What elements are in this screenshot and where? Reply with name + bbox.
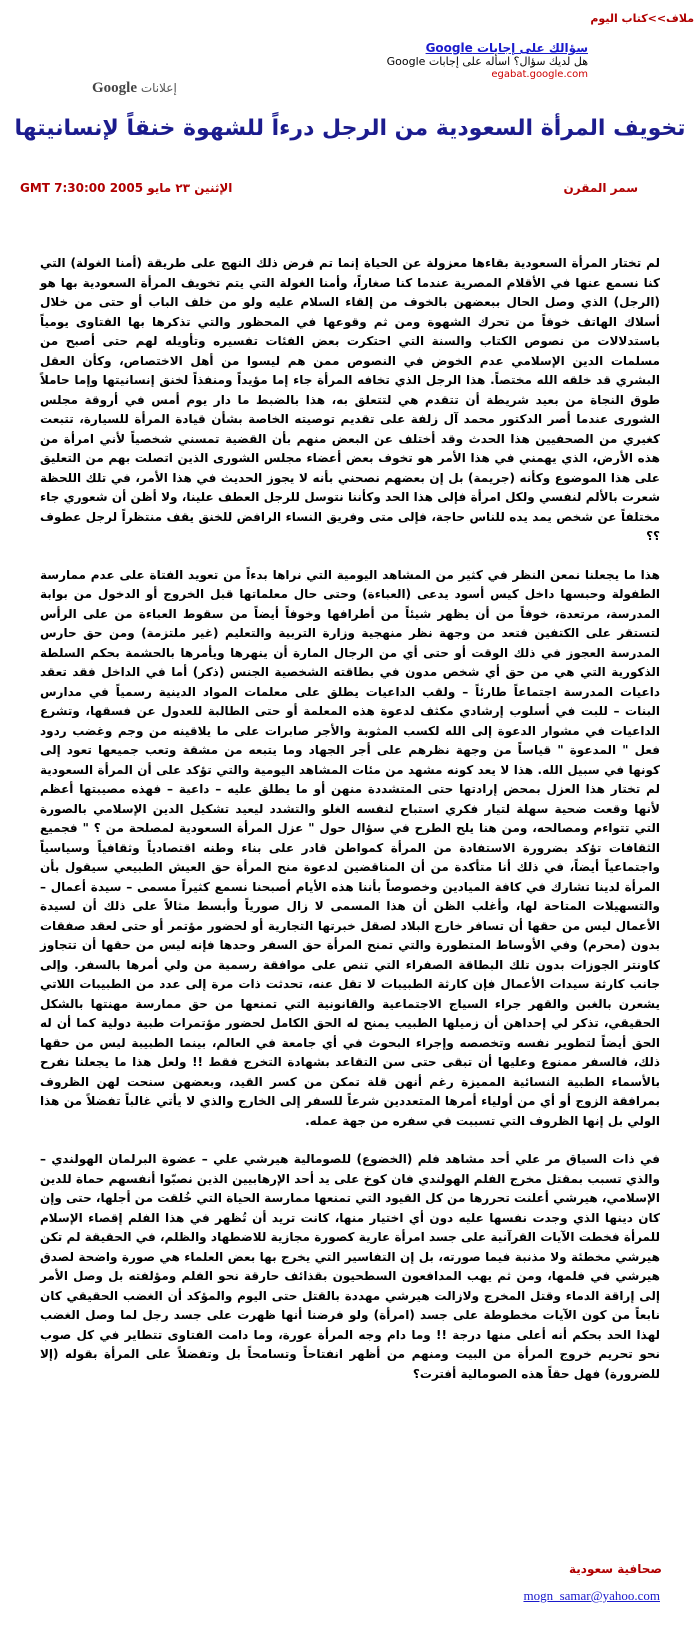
author-name: سمر المقرن [563,181,638,195]
breadcrumb[interactable]: ملاف>>كتاب اليوم [590,12,694,25]
adsense-label[interactable] [92,80,177,97]
paragraph-2: هذا ما يجعلنا نمعن النظر في كثير من المشاهد اليومية التي نراها بدءاً من تعويد الفتاة على عدم ممارسة الطفولة وحبسها داخل كيس أسود يدعى (العباءة) وحتى حال معلماتها قبل الخروج أو الدخول من بوابة المدرسة، مرتعدة، خوفاً من أن يظهر شيئاً من أطرافها وخوفاً أيضاً من سقوط العباءة من على الرأس لتستقر على الكتفين فتعد من وجهة نظر منهجية وزارة التربية والتعليم (غير ملتزمة) ومن حق حارس المدرسة العجوز في ذلك الوقت أو حتى أي من الرجال المارة أن ينهرها ويأمرها بالحشمة بحكم السلطة الذكورية التي هي من حق أي شخص مدون في بطاقته الشخصية الجنس (ذكر) أما في الداخل فقد تعقد داعيات المدرسة اجتماعاً طارئاً – ولقب الداعيات يطلق على معلمات المواد الدينية رسمياً في مدارس البنات – للبت في أسلوب إرشادي مكثف لدعوة هذه المعلمة أو حتى الطالبة للعدول عن فسقها، وتشرع الداعيات في مشوار الدعوة إلى الله لكسب المثوبة والأجر صابرات على ما يلاقينه من وجم وغضب ردود فعل " المدعوة " قياساً من وجهة نظرهم على أجر الجهاد وما يتبعه من مشقة وتعب جميعها تعود إلى كونها في سبيل الله. هذا لا يعد كونه مشهد من مئات المشاهد اليومية والتي تؤكد على أن المرأة السعودية لم تختار هذا العزل بمحض إرادتها حتى المتشددة منهن أو ما يطلق عليه – داعية – فهذه مصيبتها أعظم لأنها وقعت ضحية سهلة لتيار فكري استباح لنفسه الغلو والتشدد ليعيد تشكيل الدين الإسلامي بالصورة التي تتواءم ومصالحه، ومن هنا يلح الطرح في سؤال حول " عزل المرأة السعودية لمصلحة من ؟ " فجميع الثقافات تؤكد بضرورة الاستفادة من المرأة كمواطن قادر على بناء وطنه اقتصادياً وثقافياً وسياسياً واجتماعياً أيضاً، في ذلك أنا متأكدة من أن المناقضين لدعوة منح المرأة حق العيش الطبيعي سيقول بأن المرأة لدينا تشارك في كافة الميادين وخصوصاً بأننا هذه الأيام أصبحنا نسمع كثيراً مسمى – سيدة أعمال – والتسهيلات المتاحة لها، وأغلب الظن أن هذا المسمى لا زال صورياً وأبسط مثالاً على ذلك أن لسيدة الأعمال ليس من حقها أن تسافر خارج البلاد لصقل خبرتها التجارية أو لحضور مؤتمر أو حتى لعقد صفقات بدون (محرم) وفي الأوساط المتطورة والتي تمنح المرأة حق السفر وحدها فإنه ليس من حقها أن تتجاوز كاونتر الجوزات بدون تلك البطاقة الصفراء التي تنص على موافقة رسمية من ولي أمرها بالسفر. وإلى جانب كارثة سيدات الأعمال فإن كارثة الطبيبات لا تقل عنه، تحدثت ذات مرة إلى عدد من الطبيبات اللاتي يشعرن بالغبن والقهر جراء السياج الاجتماعية والقانونية التي تمنعها من حق ممارسة مهنتها بالشكل الحقيقي، تذكر لي إحداهن أن زميلها الطبيب يمنح له الحق الكامل لحضور مؤتمرات طبية دولية كما أن له الحق أيضاً لتطوير نفسه وتخصصه وإجراء البحوث في أي جامعة في العالم، بينما الطبيبة ليس من حقها ذلك، فالسفر ممنوع وعليها أن تبقى حتى سن التقاعد بشهادة التخرج فقط !! ولعل هذا ما يجعلنا نفرح بالأسماء الطبية النسائية المميزة رغم أنهن قلة تمكن من كسر القيد، وبعضهن سنحت لهن الظروف بمرافقة الزوج أو أي من أولياء أمرها المتعددين شرعاً للسفر إلى الخارج والذي لا يأتي غالباً تفضلاً من هذا الولي بل إنها الظروف التي تسببت في سفره من جهة عمله. [40,567,660,1128]
google-ad[interactable] [348,42,588,81]
ad-url[interactable]: egabat.google.com [491,69,588,80]
ads-label: إعلانات [140,81,177,95]
publish-date: الإثنين ٢٣ مايو 2005 GMT 7:30:00 [20,181,233,195]
article-body [40,254,660,1403]
article-headline: تخويف المرأة السعودية من الرجل درءاً للشهوة خنقاً لإنسانيتها [14,116,686,141]
paragraph-3: في ذات السياق مر علي أحد مشاهد فلم (الخضوع) للصومالية هيرشي علي – عضوة البرلمان الهولندي – والذي تسبب بمقتل مخرج الفلم الهولندي فان كوخ على يد أحد الإرهابيين الذين نصبّوا أنفسهم حماة للدين الإسلامي، هيرشي أعلنت تحررها من كل القيود التي تمنعها ممارسة الحياة التي خُلقت من أجلها، حتى وإن كان دينها الذي وجدت نفسها عليه دون أي اختيار منها، كانت تريد أن تُظهر في هذا الفلم إقصاء الإسلام للمرأة فخطت الآيات القرآنية على جسد امرأة عارية كصورة مجازية للاضطهاد والظلم، في الحقيقة لم تكن هيرشي مخطئة ولا مذنبة فيما صورته، بل إن التفاسير التي يخرج بها بعض العلماء هي صورة واضحة لصدق هيرشي في فلمها، ومن ثم يهب المدافعون السطحيون بقذائف حارقة نحو الفلم ومؤلفته بل وصل الأمر إلى إراقة الدماء وقتل المخرج ولازالت هيرشي مهددة بالقتل حتى اليوم والمؤكد أن الغضب الحقيقي كان نابعاً من كون الآيات مخطوطة على جسد (امرأة) ولو فرضنا أنها ظهرت على جسد رجل لما وصل الغضب لهذا الحد بحكم أنه أعلى منها درجة !! وما دام وجه المرأة عورة، وما دامت الفتاوى تتطاير في كل صوب نحو تحريم خروج المرأة من البيت ومنهم من أظهر انفتاحاً وتسامحاً بل وتفضلاً على المرأة بقوله (إلا للضرورة) فهل حقاً هذه الصومالية أفترت؟ [40,1152,660,1381]
paragraph-1: لم تختار المرأة السعودية بقاءها معزولة عن الحياة إنما تم فرض ذلك النهج على طريقة (أمنا الغولة) التي كنا نسمع عنها في الأقلام المصرية عندما كنا صغاراً، وأمنا الغولة التي يتم تخويف المرأة السعودية بها هو (الرجل) الذي وصل الحال ببعضهن بالخوف من إلقاء السلام عليه ولو من خلف الباب أو حتى من خلال أسلاك الهاتف خوفاً من تحرك الشهوة ومن ثم وقوعها في المحظور والتي تذكرها بها الفتاوى يومياً باستدلالات من نصوص الكتاب والسنة التي احتكرت بعض الفئات تفسيره وتأويله لهم حتى أصبح من مسلمات الدين الإسلامي عدم الخوض في النصوص ممن هم ليسوا من أهل الاختصاص، وكأن العقل البشري قد خلقه الله مختصاً. هذا الرجل الذي تخافه المرأة جاء إما مؤيداً ومنفذاً لخنق إنسانيتها وإما حاملاً طوق النجاة من بعيد شريطة أن تتقدم هي لتتعلق به، هذا بالضبط ما دار يوم أمس في أروقة مجلس الشورى عندما أصر الدكتور محمد آل زلفة على تقديم توصيته الخاصة بشأن قيادة المرأة للسيارة، تتبعت كغيري من الصحفيين هذا الحدث وقد أختلف عن البعض منهم بأن القضية تمسني شخصياً لأني امرأة من هذه الأرض، الذي يهمني في هذا الأمر هو تخوف بعض أعضاء مجلس الشورى الذين اتصلت بهم من التعليق على هذا الموضوع وكأنه (جريمة) بل إن بعضهم نصحني بأنه لا يجوز الحديث في هذا الأمر، في تلك اللحظة شعرت بالألم لنفسي ولكل امرأة فإلى هذا الحد وكأننا نتوسل للرجل العطف علينا، ولا أظن أن شعوري جاء مختلفاً عن شخص يمد يده للناس حاجة، فإلى متى وفريق النساء الرافض للخنق يقف منتظراً لرجل عطوف ؟؟ [40,256,660,543]
ad-title-link[interactable]: سؤالك على إجابات Google [425,41,588,55]
ad-description: هل لديك سؤال؟ اسأله على إجابات Google [386,55,588,68]
author-email-link[interactable]: mogn_samar@yahoo.com [523,1588,660,1603]
signature-title: صحافية سعودية [569,1562,662,1576]
google-logo: Google [92,80,137,96]
